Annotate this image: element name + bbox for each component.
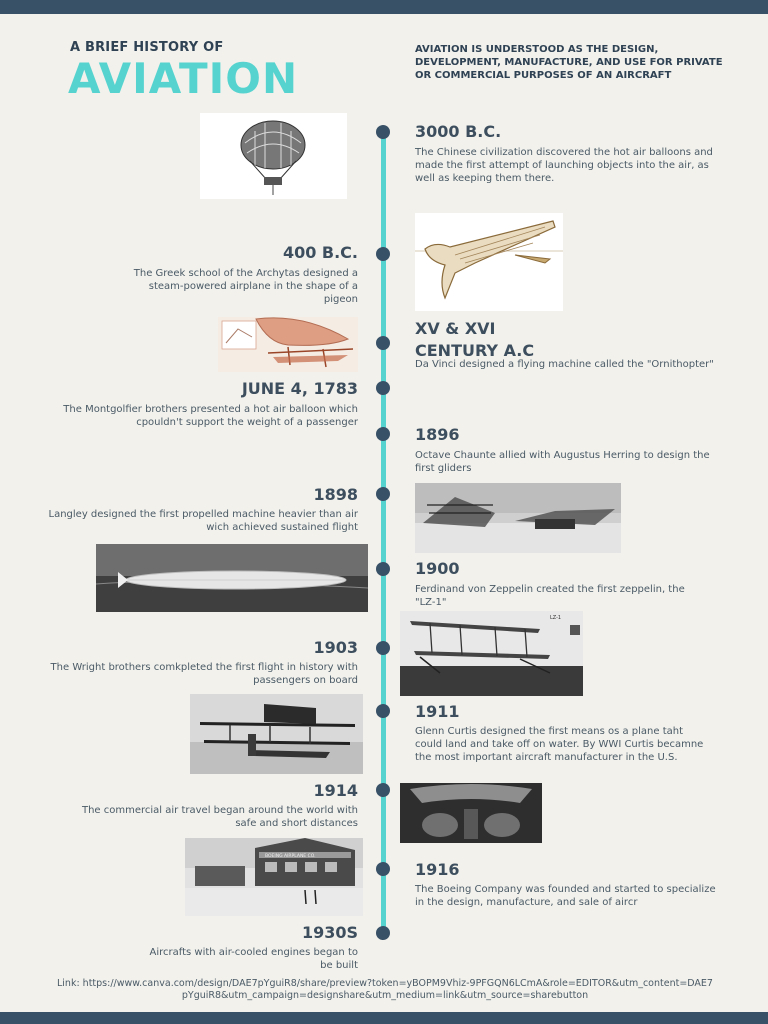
timeline-dot xyxy=(376,926,390,940)
wright-flyer-photo xyxy=(400,611,583,696)
event-year: 3000 B.C. xyxy=(415,122,502,141)
event-description: Langley designed the first propelled machine heavier than air wich achieved sustained flight xyxy=(48,509,358,533)
event-description: Ferdinand von Zeppelin created the first zeppelin, the "LZ-1" xyxy=(415,584,685,608)
timeline-dot xyxy=(376,125,390,139)
page-subtitle: A BRIEF HISTORY OF xyxy=(70,40,224,55)
event-year: 1914 xyxy=(313,781,358,800)
event-year: 1898 xyxy=(313,485,358,504)
timeline-dot xyxy=(376,562,390,576)
event-description: Octave Chaunte allied with Augustus Herring to design the first gliders xyxy=(415,450,710,474)
timeline-dot xyxy=(376,427,390,441)
seaplane-photo xyxy=(190,694,363,774)
gliders-photo xyxy=(415,483,621,553)
event-year: 1916 xyxy=(415,860,460,879)
timeline-dot xyxy=(376,381,390,395)
event-year: 1911 xyxy=(415,702,460,721)
intro-text: AVIATION IS UNDERSTOOD AS THE DESIGN, DEVELOPMENT, MANUFACTURE, AND USE FOR PRIVATE OR COMMERCIAL PURPOSES OF AN AIRCRAFT xyxy=(415,44,723,81)
page-title: AVIATION xyxy=(68,54,299,103)
event-year: 1903 xyxy=(313,638,358,657)
airliner-cabin-photo xyxy=(400,783,542,843)
event-description: Aircrafts with air-cooled engines began to be built xyxy=(149,947,358,971)
event-year-line: XV & XVI xyxy=(415,319,496,338)
steam-pigeon-image xyxy=(415,213,563,311)
event-year xyxy=(415,318,534,362)
event-description: Glenn Curtis designed the first means os a plane taht could land and take off on water. By WWI Curtis becamne the most important aircraft manufacturer in the U.S. xyxy=(415,726,704,763)
event-description: The Boeing Company was founded and started to specialize in the design, manufacture, and sale of aircr xyxy=(415,884,716,908)
event-description: The Greek school of the Archytas designed a steam-powered airplane in the shape of a pigeon xyxy=(133,268,358,305)
boeing-factory-photo xyxy=(185,838,363,916)
event-year: 1930S xyxy=(301,923,358,942)
ornithopter-image xyxy=(218,317,358,372)
timeline-dot xyxy=(376,487,390,501)
event-description: The Montgolfier brothers presented a hot air balloon which cpouldn't support the weight of a passenger xyxy=(63,404,358,428)
timeline-dot xyxy=(376,336,390,350)
event-year: JUNE 4, 1783 xyxy=(241,379,358,398)
event-description: The Chinese civilization discovered the hot air balloons and made the first attempt of launching objects into the air, as well as keeping them there. xyxy=(415,147,713,184)
zeppelin-photo xyxy=(96,544,368,612)
timeline-dot xyxy=(376,641,390,655)
top-bar xyxy=(0,0,768,14)
event-description: The commercial air travel began around the world with safe and short distances xyxy=(81,805,358,829)
event-description: The Wright brothers comkpleted the first flight in history with passengers on board xyxy=(50,662,358,686)
event-year: 400 B.C. xyxy=(282,243,358,262)
timeline-dot xyxy=(376,247,390,261)
event-description: Da Vinci designed a flying machine called the "Ornithopter" xyxy=(415,359,714,370)
event-year-line: CENTURY A.C xyxy=(415,341,535,360)
hot-air-balloon-image xyxy=(200,113,347,199)
timeline-dot xyxy=(376,783,390,797)
bottom-bar xyxy=(0,1012,768,1024)
event-year: 1900 xyxy=(415,559,460,578)
factory-sign: BOEING AIRPLANE CO. xyxy=(265,854,316,859)
timeline-dot xyxy=(376,704,390,718)
event-year: 1896 xyxy=(415,425,460,444)
timeline-dot xyxy=(376,862,390,876)
photo-caption: LZ-1 xyxy=(550,615,562,621)
source-link[interactable]: Link: https://www.canva.com/design/DAE7pYguiR8/share/preview?token=yBOPM9Vhiz-9PFGQN6LCmA&role=EDITOR&utm_content=DAE7pYguiR8&utm_campaign=designshare&utm_medium=link&utm_source=sharebutton xyxy=(57,978,713,1001)
